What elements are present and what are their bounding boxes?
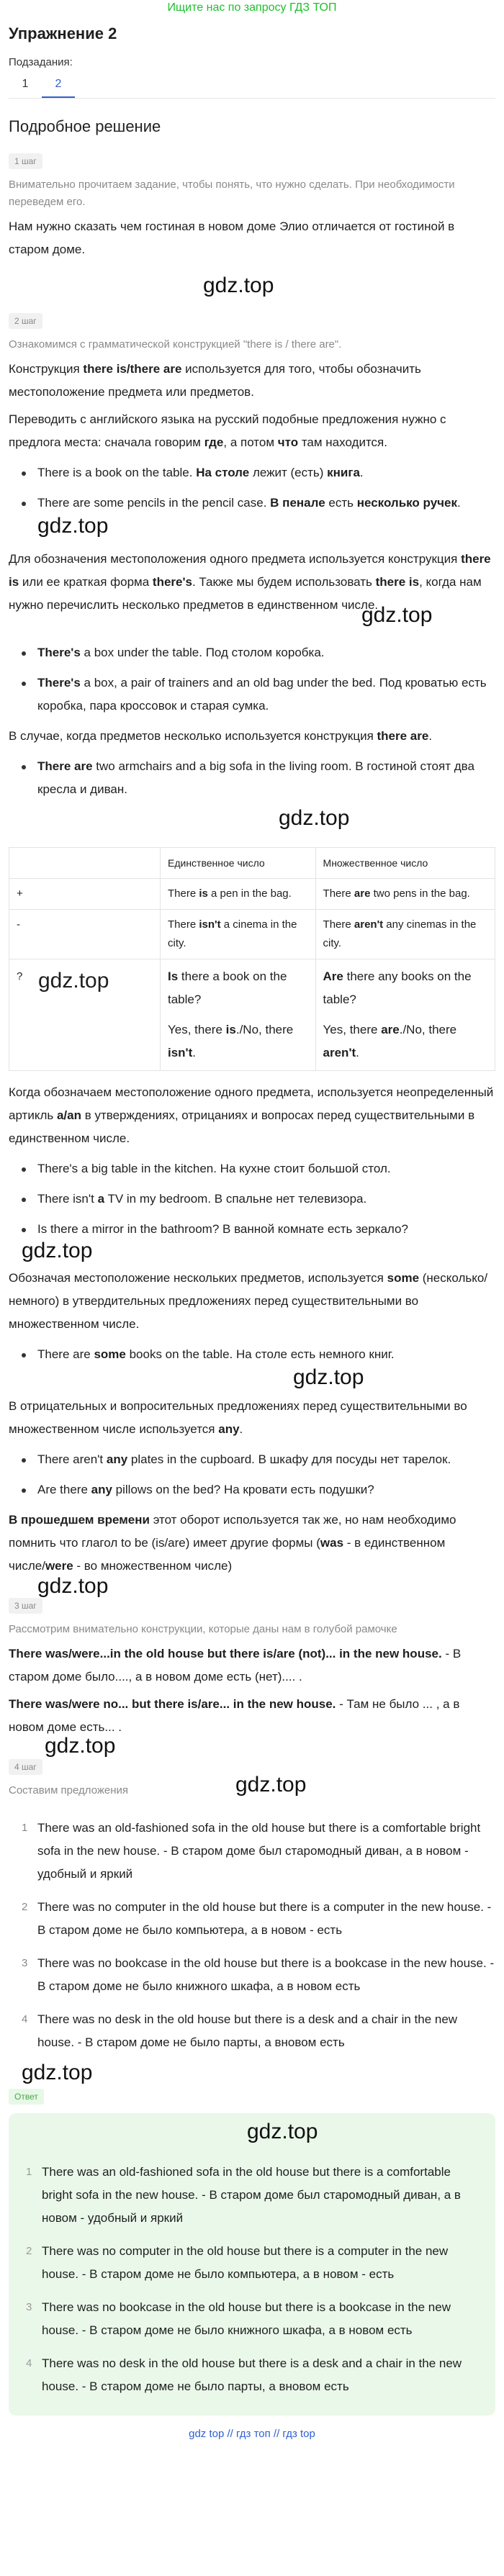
list-item: 3 There was no bookcase in the old house but there is a bookcase in the new house. - В старом доме не было книжного шкафа, а в новом есть <box>26 2300 451 2337</box>
watermark: gdz.top <box>279 806 350 830</box>
answer-list <box>13 2161 484 2398</box>
subtask-tab-1[interactable]: 1 <box>22 78 29 90</box>
table-row <box>9 910 495 959</box>
promo-banner[interactable]: Ищите нас по запросу ГДЗ ТОП <box>167 1 337 14</box>
step-hint: Составим предложения <box>9 1784 129 1797</box>
table-header: Множественное число <box>315 848 495 879</box>
watermark: gdz.top <box>38 969 109 993</box>
table-cell: + <box>9 879 161 910</box>
example-list <box>9 1343 495 1366</box>
table-row <box>9 959 495 1071</box>
list-item: There's a box, a pair of trainers and an old bag under the bed. Под кроватью есть коробка, пара кроссовок и старая сумка. <box>9 672 495 718</box>
footer-links[interactable]: gdz top // гдз топ // гдз top <box>189 2428 315 2440</box>
paragraph: Когда обозначаем местоположение одного предмета, используется неопределенный артикль a/an в утверждениях, отрицаниях и вопросах перед существительными в единственном числе. <box>9 1085 494 1145</box>
watermark-row <box>9 514 495 543</box>
watermark-row <box>13 2120 484 2151</box>
watermark: gdz.top <box>203 274 274 297</box>
subtask-tab-2[interactable]: 2 <box>42 73 75 98</box>
watermark-row <box>9 1734 495 1758</box>
paragraph: В случае, когда предметов несколько используется конструкция there are. <box>9 729 433 743</box>
list-item: 4 There was no desk in the old house but there is a desk and a chair in the new house. - В старом доме не было парты, а вновом есть <box>26 2356 462 2393</box>
answer-box <box>9 2113 495 2415</box>
list-item: There are two armchairs and a big sofa in the living room. В гостиной стоят два кресла и диван. <box>9 755 495 801</box>
exercise-title: Упражнение 2 <box>9 24 117 42</box>
table-cell: Are there any books on the table? Yes, there are./No, there aren't. <box>315 959 495 1071</box>
example-list <box>9 1448 495 1501</box>
step-hint: Ознакомимся с грамматической конструкцией "there is / there are". <box>9 338 342 351</box>
watermark: gdz.top <box>45 1734 116 1758</box>
list-item: 3 There was no bookcase in the old house but there is a bookcase in the new house. - В старом доме не было книжного шкафа, а в новом есть <box>22 1956 495 1993</box>
grammar-table <box>9 847 495 1071</box>
watermark: gdz.top <box>235 1773 307 1797</box>
answer-badge: Ответ <box>9 2089 44 2105</box>
step-text: Нам нужно сказать чем гостиная в новом доме Элио отличается от гостиной в старом доме. <box>9 220 455 256</box>
list-item: 1 There was an old-fashioned sofa in the old house but there is a comfortable bright sofa in the new house. - В старом доме был старомодный диван, а в новом - удобный и яркий <box>26 2165 461 2225</box>
example-list <box>9 461 495 515</box>
step-hint: Рассмотрим внимательно конструкции, которые даны нам в голубой рамочке <box>9 1623 397 1635</box>
watermark-row <box>9 261 495 304</box>
list-item: 2 There was no computer in the old house but there is a computer in the new house. - В старом доме не было компьютера, а в новом - есть <box>22 1900 492 1937</box>
list-item: There are some books on the table. На столе есть немного книг. <box>9 1343 495 1366</box>
sentence-list <box>9 1817 495 2054</box>
watermark: gdz.top <box>361 603 433 627</box>
example-list <box>9 755 495 801</box>
subtasks-label: Подзадания: <box>9 56 73 68</box>
paragraph: There was/were no... but there is/are... in the new house. - Там не было ... , а в новом доме есть... . <box>9 1697 460 1734</box>
watermark: gdz.top <box>37 514 109 538</box>
table-header-row <box>9 848 495 879</box>
list-item: There isn't a TV in my bedroom. В спальне нет телевизора. <box>9 1188 495 1211</box>
step-badge: 1 шаг <box>9 153 42 169</box>
solution-content <box>0 145 504 2443</box>
watermark: gdz.top <box>247 2120 318 2143</box>
watermark-row <box>9 1365 495 1391</box>
table-cell: There aren't any cinemas in the city. <box>315 910 495 959</box>
section-title: Подробное решение <box>9 117 161 135</box>
list-item: 4 There was no desk in the old house but there is a desk and a chair in the new house. - В старом доме не было парты, а вновом есть <box>22 2012 458 2049</box>
list-item: There are some pencils in the pencil case. В пенале есть несколько ручек. <box>9 492 495 515</box>
list-item: Is there a mirror in the bathroom? В ванной комнате есть зеркало? <box>9 1218 495 1241</box>
example-list <box>9 641 495 718</box>
watermark-row <box>9 1239 495 1262</box>
list-item: 1 There was an old-fashioned sofa in the old house but there is a comfortable bright sofa in the new house. - В старом доме был старомодный диван, а в новом - удобный и яркий <box>22 1821 481 1881</box>
subtasks-tabs <box>0 73 504 98</box>
list-item: Are there any pillows on the bed? На кровати есть подушки? <box>9 1478 495 1501</box>
table-cell: - <box>9 910 161 959</box>
watermark-row <box>9 808 495 837</box>
paragraph: В отрицательных и вопросительных предложениях перед существительными во множественном числе используется any. <box>9 1399 467 1436</box>
paragraph: There was/were...in the old house but there is/are (not)... in the new house. - В старом доме было...., а в новом доме есть (нет).... . <box>9 1647 462 1684</box>
example-list <box>9 1157 495 1241</box>
table-header <box>9 848 161 879</box>
step-badge: 3 шаг <box>9 1598 42 1614</box>
table-header: Единственное число <box>161 848 316 879</box>
paragraph: Конструкция there is/there are используется для того, чтобы обозначить местоположение предмета или предметов. <box>9 362 421 399</box>
watermark-row <box>9 2061 495 2084</box>
paragraph: В прошедшем времени этот оборот используется так же, но нам необходимо помнить что глагол to be (is/are) имеет другие формы (was - в единственном числе/were - во множественном числе) <box>9 1513 456 1573</box>
table-cell: There is a pen in the bag. <box>161 879 316 910</box>
paragraph: Переводить с английского языка на русский подобные предложения нужно с предлога места: сначала говорим где, а потом что там находится. <box>9 412 446 449</box>
step-badge: 4 шаг <box>9 1759 42 1775</box>
paragraph: Для обозначения местоположения одного предмета используется конструкция there is или ее краткая форма there's. Также мы будем использовать there is, когда нам нужно перечислить несколько предметов в единственном числе. <box>9 552 491 612</box>
list-item: There aren't any plates in the cupboard. В шкафу для посуды нет тарелок. <box>9 1448 495 1471</box>
watermark: gdz.top <box>22 1239 93 1262</box>
list-item: There's a box under the table. Под столом коробка. <box>9 641 495 664</box>
table-cell: Is there a book on the table? Yes, there is./No, there isn't. <box>161 959 316 1071</box>
watermark-row <box>9 603 495 634</box>
table-row <box>9 879 495 910</box>
list-item: There's a big table in the kitchen. На кухне стоит большой стол. <box>9 1157 495 1180</box>
step-badge: 2 шаг <box>9 313 42 329</box>
table-cell: ? gdz.top <box>9 959 161 1071</box>
watermark-row <box>9 1574 495 1598</box>
list-item: 2 There was no computer in the old house but there is a computer in the new house. - В старом доме не было компьютера, а в новом - есть <box>26 2244 449 2281</box>
watermark: gdz.top <box>37 1574 109 1598</box>
list-item: There is a book on the table. На столе лежит (есть) книга. <box>9 461 495 484</box>
watermark: gdz.top <box>293 1365 364 1389</box>
paragraph: Обозначая местоположение нескольких предметов, используется some (несколько/немного) в утвердительных предложениях перед существительными во множественном числе. <box>9 1271 488 1331</box>
watermark: gdz.top <box>22 2061 93 2084</box>
table-cell: There isn't a cinema in the city. <box>161 910 316 959</box>
table-cell: There are two pens in the bag. <box>315 879 495 910</box>
step-hint: Внимательно прочитаем задание, чтобы понять, что нужно сделать. При необходимости переведем его. <box>9 178 455 208</box>
